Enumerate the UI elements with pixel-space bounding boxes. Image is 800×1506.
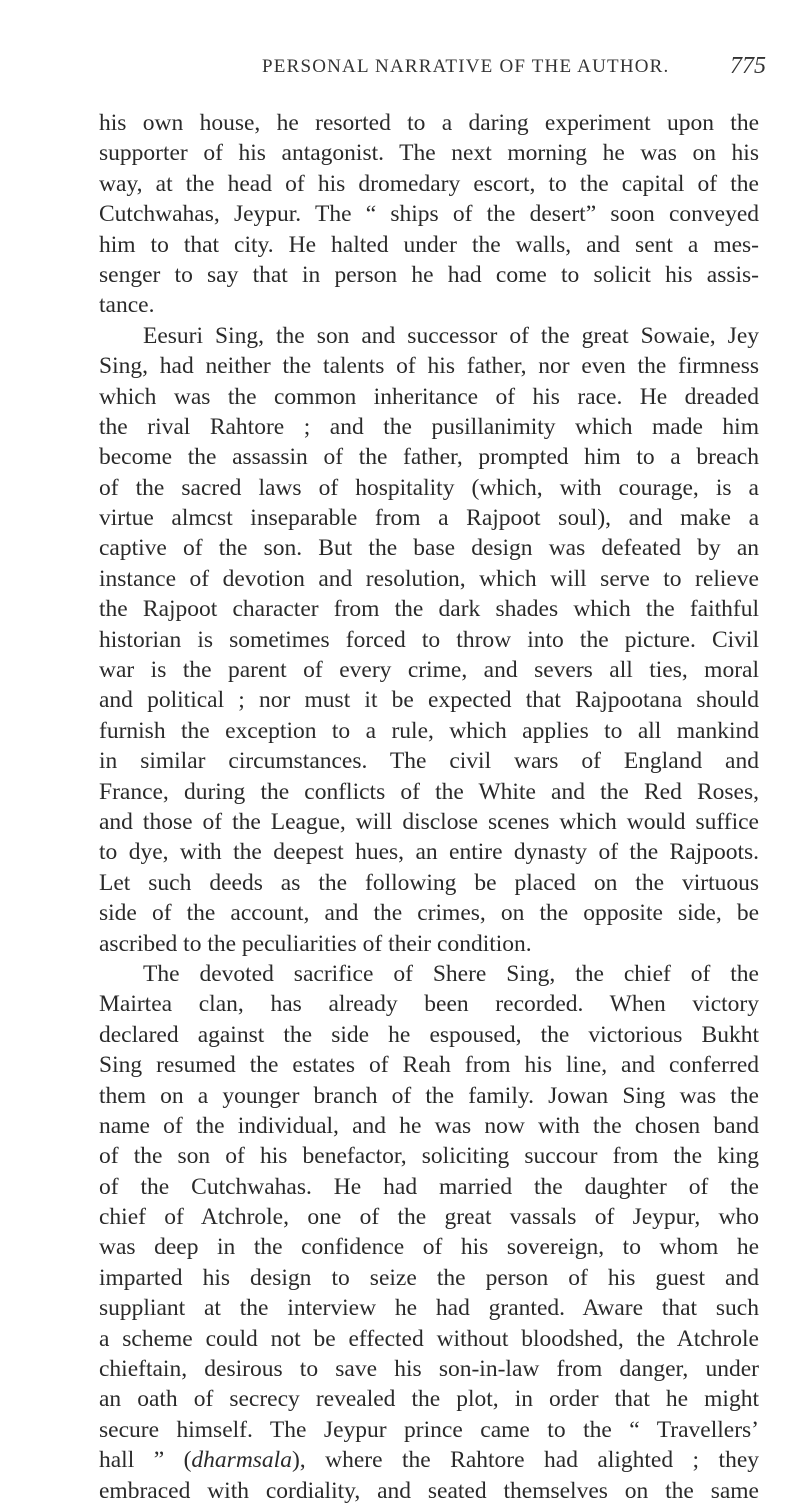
text-line: to dye, with the deepest hues, an entire dynasty of the Rajpoots. — [99, 839, 759, 866]
text-line: ascribed to the peculiarities of their condition. — [99, 930, 532, 957]
text-line: an oath of secrecy revealed the plot, in order that he might — [99, 1386, 759, 1413]
text-line: chief of Atchrole, one of the great vassals of Jeypur, who — [99, 1204, 759, 1231]
text-line: him to that city. He halted under the walls, and sent a mes- — [99, 231, 759, 258]
text-line: Let such deeds as the following be placed on the virtuous — [99, 869, 759, 896]
text-line: furnish the exception to a rule, which applies to all mankind — [99, 717, 759, 744]
text-line: Mairtea clan, has already been recorded. When victory — [99, 991, 759, 1018]
text-line: side of the account, and the crimes, on the opposite side, be — [99, 900, 759, 927]
text-line: of the Cutchwahas. He had married the daughter of the — [99, 1173, 759, 1200]
text-line: captive of the son. But the base design was defeated by an — [99, 535, 759, 562]
text-line: virtue almcst inseparable from a Rajpoot soul), and make a — [99, 505, 759, 532]
text-line: way, at the head of his dromedary escort, to the capital of the — [99, 170, 759, 197]
text-line: Sing, had neither the talents of his father, nor even the firmness — [99, 353, 759, 380]
text-line: his own house, he resorted to a daring experiment upon the — [99, 110, 759, 136]
text-line: embraced with cordiality, and seated themselves on the same — [99, 1477, 759, 1504]
text-line: France, during the conflicts of the White and the Red Roses, — [99, 778, 759, 805]
text-line: them on a younger branch of the family. Jowan Sing was the — [99, 1082, 759, 1109]
page-number: 775 — [730, 53, 766, 79]
text-line: Cutchwahas, Jeypur. The “ ships of the desert” soon conveyed — [99, 201, 759, 228]
text-line: name of the individual, and he was now with the chosen band — [99, 1112, 759, 1139]
text-line: which was the common inheritance of his race. He dreaded — [99, 383, 759, 410]
text-line: was deep in the confidence of his sovereign, to whom he — [99, 1234, 759, 1261]
text-line: the Rajpoot character from the dark shades which the faithful — [99, 596, 759, 623]
text-line: imparted his design to seize the person of his guest and — [99, 1264, 759, 1291]
text-line: and political ; nor must it be expected that Rajpootana should — [99, 687, 759, 714]
italic-term: dharmsala — [191, 1447, 292, 1474]
text-line: become the assassin of the father, prompted him to a breach — [99, 444, 759, 471]
text-line: declared against the side he espoused, the victorious Bukht — [99, 1021, 759, 1048]
text-line: instance of devotion and resolution, which will serve to relieve — [99, 565, 759, 592]
text-line: historian is sometimes forced to throw into the picture. Civil — [99, 626, 759, 653]
text-line: a scheme could not be effected without bloodshed, the Atchrole — [99, 1325, 759, 1352]
text-line: and those of the League, will disclose scenes which would suffice — [99, 808, 759, 835]
running-head: PERSONAL NARRATIVE OF THE AUTHOR. — [262, 56, 670, 77]
text-line: of the son of his benefactor, soliciting succour from the king — [99, 1143, 759, 1170]
text-line: Sing resumed the estates of Reah from his line, and conferred — [99, 1052, 759, 1079]
text-line-with-italic: hall ” (dharmsala), where the Rahtore had alighted ; they — [99, 1447, 760, 1474]
text-line: The devoted sacrifice of Shere Sing, the chief of the — [143, 960, 759, 987]
text-line: war is the parent of every crime, and severs all ties, moral — [99, 657, 759, 684]
text-line: in similar circumstances. The civil wars of England and — [99, 748, 759, 775]
text-line: tance. — [99, 292, 155, 319]
text-line: senger to say that in person he had come to solicit his assis- — [99, 261, 759, 288]
text-line: the rival Rahtore ; and the pusillanimity which made him — [99, 413, 759, 440]
text-line: of the sacred laws of hospitality (which, with courage, is a — [99, 474, 759, 501]
text-line: suppliant at the interview he had granted. Aware that such — [99, 1295, 759, 1322]
text-line: Eesuri Sing, the son and successor of the great Sowaie, Jey — [143, 322, 759, 349]
text-line: secure himself. The Jeypur prince came to the “ Travellers’ — [99, 1416, 759, 1443]
text-line: supporter of his antagonist. The next morning he was on his — [99, 140, 759, 167]
body-text — [99, 108, 759, 1506]
text-line: chieftain, desirous to save his son-in-law from danger, under — [99, 1356, 759, 1383]
